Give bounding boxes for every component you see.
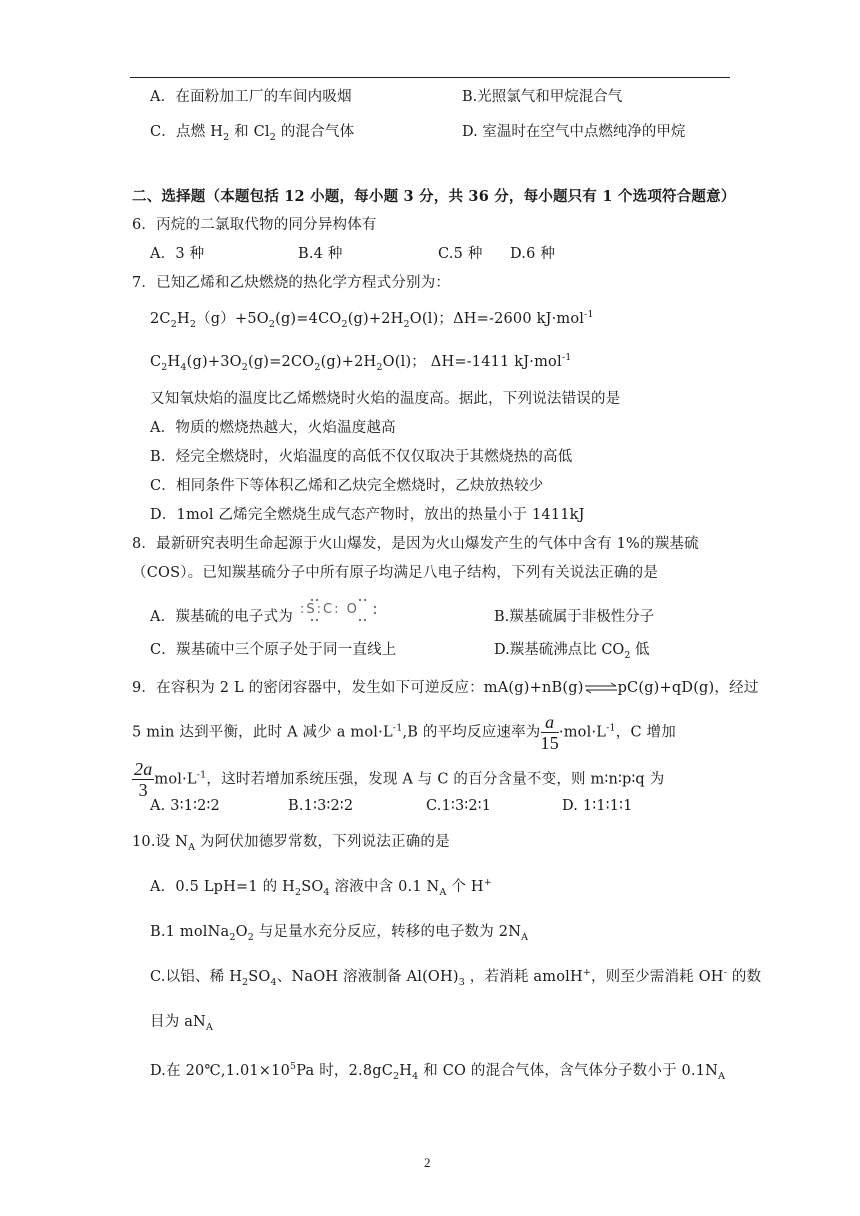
section-heading: 二、选择题（本题包括 12 小题，每小题 3 分，共 36 分，每小题只有 1 个选项符合题意） [132, 188, 736, 205]
q8-option-b: B.羰基硫属于非极性分子 [494, 609, 655, 625]
q7-option-c: C．相同条件下等体积乙烯和乙炔完全燃烧时，乙炔放热较少 [150, 478, 544, 494]
q6-option-c: C.5 种 [438, 246, 483, 262]
q6-stem: 6．丙烷的二氯取代物的同分异构体有 [132, 217, 377, 233]
q10-option-a: A．0.5 LpH=1 的 $H_2SO_4$ 溶液中含 0.1 $N_A$ 个 H+ [150, 877, 492, 898]
q6-option-a: A．3 种 [150, 246, 205, 262]
q10-stem: 10.设 $N_A$ 为阿伏加德罗常数，下列说法正确的是 [132, 834, 450, 853]
q5-option-b: B.光照氯气和甲烷混合气 [462, 89, 623, 105]
q7-option-a: A．物质的燃烧热越大，火焰温度越高 [150, 420, 396, 436]
q8-option-d: D.羰基硫沸点比 $CO_2$ 低 [494, 642, 650, 661]
q5-option-a: A．在面粉加工厂的车间内吸烟 [150, 89, 352, 105]
q7-note: 又知氧炔焰的温度比乙烯燃烧时火焰的温度高。据此，下列说法错误的是 [150, 391, 621, 407]
q10-option-c-cont: 目为 $aN_A$ [150, 1014, 214, 1033]
q6-option-b: B.4 种 [298, 246, 343, 262]
q7-option-d: D．1mol 乙烯完全燃烧生成气态产物时，放出的热量小于 1411kJ [150, 507, 585, 523]
q8-option-a: A．羰基硫的电子式为 [150, 609, 293, 625]
q7-equation-1: $2C_2H_2(g)+5O_2(g)=4CO_2(g)+2H_2O(l)$；ΔH=-2600 kJ·mol$^{-1}$ [150, 309, 594, 330]
q10-option-d: D.在 $20℃,1.01\times 10^5Pa$ 时，$2.8gC_2H_4$ 和 CO 的混合气体，含气体分子数小于 $0.1N_A$ [150, 1061, 726, 1082]
q8-stem-line-1: 8．最新研究表明生命起源于火山爆发，是因为火山爆发产生的气体中含有 1%的羰基硫 [132, 536, 699, 552]
q5-option-d: D. 室温时在空气中点燃纯净的甲烷 [462, 124, 686, 140]
q5-option-c: C．点燃 $H_2$ 和 $Cl_2$ 的混合气体 [150, 124, 355, 143]
q9-option-d: D. 1∶1∶1∶1 [562, 798, 633, 814]
equilibrium-arrow-icon [584, 682, 618, 694]
q8-stem-line-2: （COS）。已知羰基硫分子中所有原子均满足八电子结构，下列有关说法正确的是 [132, 565, 659, 581]
header-rule [130, 77, 730, 78]
fraction-a-over-15: $\frac{a}{15}$ [540, 712, 559, 753]
q9-line-1: 9．在容积为 2 L 的密闭容器中，发生如下可逆反应：mA(g)+nB(g) pC(g)+qD(g)，经过 [132, 680, 759, 696]
q8-option-c: C．羰基硫中三个原子处于同一直线上 [150, 642, 397, 658]
q9-option-c: C.1∶3∶2∶1 [426, 798, 492, 814]
page-number: 2 [424, 1155, 431, 1170]
lewis-structure [300, 596, 384, 624]
lewis-label: :S:C: O [300, 602, 359, 617]
q9-line-2: 5 min 达到平衡，此时 A 减少 a $mol\cdot L^{-1},B$ 的平均反应速率为 $\frac{a}{15}$ $\cdot mol\cdot L^{-1}$，C 增加 [132, 712, 676, 753]
q6-option-d: D.6 种 [510, 246, 556, 262]
q7-equation-2: $C_2H_4(g)+3O_2(g)=2CO_2(g)+2H_2O(l)$； ΔH=-1411 kJ·mol$^{-1}$ [150, 352, 572, 373]
q10-option-b: B.1 $molNa_2O_2$ 与足量水充分反应，转移的电子数为 $2N_A$ [150, 924, 529, 943]
q10-option-c: C.以铝、稀 $H_2SO_4$、NaOH 溶液制备 $Al(OH)_3$ ，若消耗 amolH+，则至少需消耗 OH- 的数 [150, 967, 762, 988]
fraction-2a-over-3: $\frac{2a}{3}$ [134, 759, 153, 800]
q9-option-a: A. 3∶1∶2∶2 [150, 798, 220, 814]
q7-option-b: B．烃完全燃烧时，火焰温度的高低不仅仅取决于其燃烧热的高低 [150, 449, 573, 465]
q9-line-3: $\frac{2a}{3}$ $mol\cdot L^{-1}$，这时若增加系统压强，发现 A 与 C 的百分含量不变，则 m∶n∶p∶q 为 [134, 759, 665, 800]
q7-stem: 7．已知乙烯和乙炔燃烧的热化学方程式分别为： [132, 275, 451, 291]
q9-option-b: B.1∶3∶2∶2 [288, 798, 354, 814]
